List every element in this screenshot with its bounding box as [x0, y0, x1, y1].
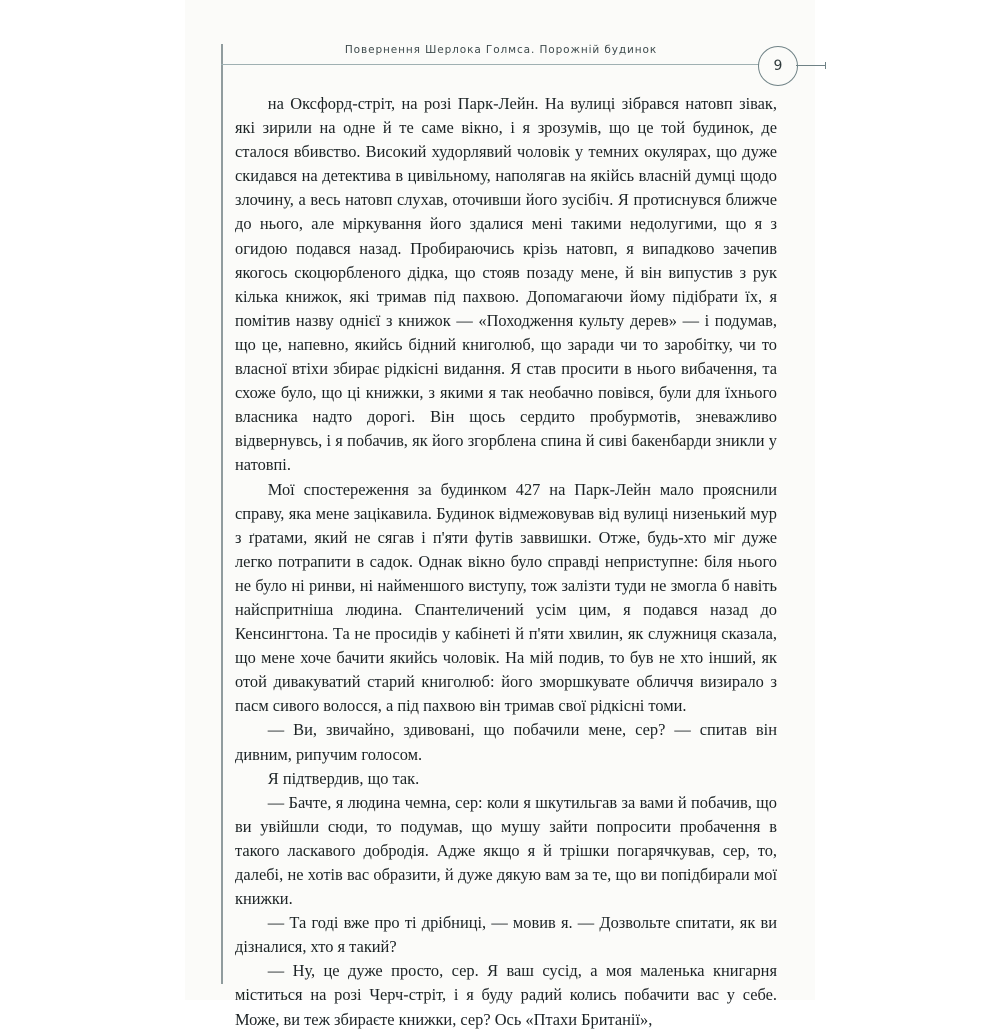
paragraph: — Ну, це дуже просто, сер. Я ваш сусід, а моя маленька книгарня міститься на розі Черч-стріт, і я буду радий колись побачити вас у себе. Може, ви теж збираєте книжки, сер? Ось «Птахи Британії»,: [235, 961, 777, 1029]
paragraph: Мої спостереження за будинком 427 на Парк-Лейн мало прояснили справу, яка мене зацікавила. Будинок відмежовував від вулиці низенький мур з ґратами, який не сягав і п'яти футів заввишки. Отже, будь-хто міг дуже легко потрапити в садок. Однак вікно було справді неприступне: біля нього не було ні ринви, ні найменшого виступу, тож залізти туди не змогла б навіть найспритніша людина. Спантеличений усім цим, я подався назад до Кенсингтона. Та не просидів у кабінеті й п'яти хвилин, як служниця сказала, що мене хоче бачити якийсь чоловік. На мій подив, то був не хто інший, як отой дивакуватий старий книголюб: його зморшкувате обличчя визирало з пасм сивого волосся, а під пахвою він тримав свої рідкісні томи.: [235, 479, 777, 716]
paragraph: Я підтвердив, що так.: [267, 768, 420, 788]
paragraph: — Ви, звичайно, здивовані, що побачили мене, сер? — спитав він дивним, рипучим голосом.: [235, 720, 777, 764]
body-text: [235, 92, 777, 1032]
paragraph: — Та годі вже про ті дрібниці, — мовив я. — Дозвольте спитати, як ви дізналися, хто я такий?: [235, 913, 777, 957]
page-sheet: [185, 0, 815, 1029]
gutter-rule: [221, 44, 223, 984]
paragraph: на Оксфорд-стріт, на розі Парк-Лейн. На вулиці зібрався натовп зівак, які зирили на одне й те саме вікно, і я зрозумів, що це той будинок, де сталося вбивство. Високий худорлявий чоловік у темних окулярах, що дуже скидався на детектива в цивільному, наполягав на якійсь власній думці щодо злочину, а весь натовп слухав, оточивши його зусібіч. Я протиснувся ближче до нього, але міркування його здалися мені такими недолугими, що я з огидою подався назад. Пробираючись крізь натовп, я випадково зачепив якогось скоцюрбленого дідка, що стояв позаду мене, й він випустив з рук кілька книжок, які тримав під пахвою. Допомагаючи йому підібрати їх, я помітив назву однієї з книжок — «Походження культу дерев» — і подумав, що це, напевно, якийсь бідний книголюб, що заради чи то заробітку, чи то власної втіхи збирає рідкісні видання. Я став просити в нього вибачення, та схоже було, що ці книжки, з якими я так необачно повівся, були для їхнього власника надто дорогі. Він щось сердито пробурмотів, зневажливо відвернувсь, і я побачив, як його згорблена спина й сиві бакенбарди зникли у натовпі.: [235, 94, 777, 475]
paragraph: — Бачте, я людина чемна, сер: коли я шкутильгав за вами й побачив, що ви увійшли сюди, то подумав, що мушу зайти попросити пробачення в такого ласкавого добродія. Адже якщо я й трішки погарячкував, сер, то, далебі, не хотів вас образити, й дуже дякую вам за те, що ви попідбирали мої книжки.: [235, 792, 777, 909]
header-divider: [221, 64, 781, 65]
page-number: 9: [758, 46, 798, 86]
running-head: Повернення Шерлока Голмса. Порожній будинок: [344, 44, 658, 56]
page-number-rule: [796, 65, 826, 66]
